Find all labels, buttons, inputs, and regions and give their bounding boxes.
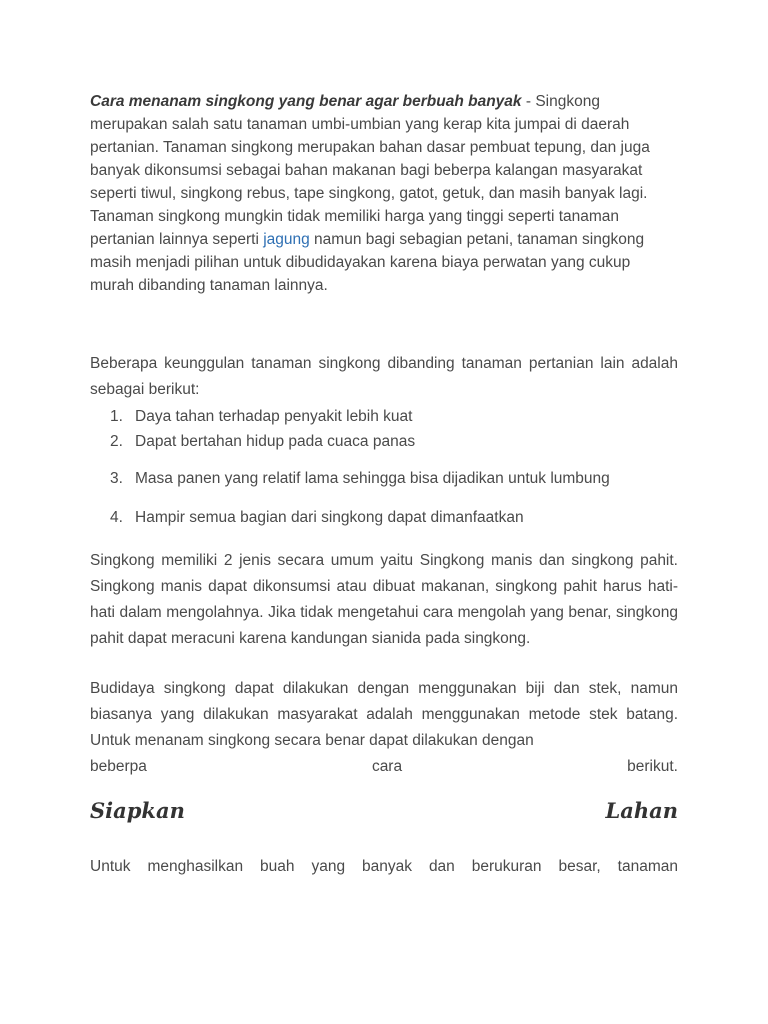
section-paragraph-line xyxy=(90,854,678,880)
list-item xyxy=(90,467,678,491)
section-word: berukuran xyxy=(471,858,542,875)
section-word: banyak xyxy=(362,858,412,875)
intro-text-before-link: Singkong merupakan salah satu tanaman umbi-umbian yang kerap kita jumpai di daerah pertanian. Tanaman singkong merupakan bahan dasar pembuat tepung, dan juga banyak dikonsumsi sebagai bahan makanan bagi beberpa kalangan masyarakat seperti tiwul, singkong rebus, tape singkong, gatot, getuk, dan masih banyak lagi. Tanaman singkong mungkin tidak memiliki harga yang tinggi seperti tanaman pertanian lainnya seperti xyxy=(90,93,650,248)
advantages-intro: Beberapa keunggulan tanaman singkong dibanding tanaman pertanian lain adalah sebagai berikut: xyxy=(90,355,678,398)
cultivation-paragraph xyxy=(90,676,678,780)
list-item-text: Daya tahan terhadap penyakit lebih kuat xyxy=(135,408,413,425)
intro-paragraph xyxy=(90,90,678,297)
list-number: 1. xyxy=(110,408,123,425)
section-heading xyxy=(90,796,678,826)
section-paragraph xyxy=(90,854,678,880)
cultivation-last-line xyxy=(90,754,678,780)
list-number: 4. xyxy=(110,509,123,526)
list-item-text: Hampir semua bagian dari singkong dapat dimanfaatkan xyxy=(135,509,524,526)
list-item-text: Dapat bertahan hidup pada cuaca panas xyxy=(135,433,416,450)
list-item-text: Masa panen yang relatif lama sehingga bisa dijadikan untuk lumbung xyxy=(135,470,610,487)
section-word: Untuk xyxy=(90,858,131,875)
article-body xyxy=(90,90,678,880)
intro-lead-title: Cara menanam singkong yang benar agar berbuah banyak xyxy=(90,93,522,110)
section-word: menghasilkan xyxy=(147,858,244,875)
section-word: tanaman xyxy=(617,858,678,875)
list-number: 2. xyxy=(110,433,123,450)
advantages-list xyxy=(90,405,678,530)
section-word: buah xyxy=(260,858,295,875)
heading-word: Siapkan xyxy=(90,798,185,823)
cultivation-word: cara xyxy=(371,758,403,775)
list-item xyxy=(90,506,678,530)
section-word: yang xyxy=(311,858,346,875)
list-number: 3. xyxy=(110,470,123,487)
types-paragraph: Singkong memiliki 2 jenis secara umum yaitu Singkong manis dan singkong pahit. Singkong manis dapat dikonsumsi atau dibuat makanan, singkong pahit harus hati-hati dalam mengolahnya. Jika tidak mengetahui cara mengolah yang benar, singkong pahit dapat meracuni karena kandungan sianida pada singkong. xyxy=(90,552,678,647)
section-word: besar, xyxy=(558,858,601,875)
intro-text-after-link: namun bagi sebagian petani, tanaman singkong masih menjadi pilihan untuk dibudidayakan karena biaya perwatan yang cukup murah dibanding tanaman lainnya. xyxy=(90,231,645,294)
list-item xyxy=(90,430,678,454)
heading-word: Lahan xyxy=(605,798,678,823)
cultivation-word: beberpa xyxy=(90,758,147,775)
list-item xyxy=(90,405,678,429)
cultivation-word: berikut. xyxy=(627,758,678,775)
intro-separator: - xyxy=(521,93,536,110)
section-word: dan xyxy=(428,858,455,875)
cultivation-body: Budidaya singkong dapat dilakukan dengan menggunakan biji dan stek, namun biasanya yang dilakukan masyarakat adalah menggunakan metode stek batang. Untuk menanam singkong secara benar dapat dilakukan dengan xyxy=(90,680,678,749)
jagung-link[interactable]: jagung xyxy=(263,231,310,248)
